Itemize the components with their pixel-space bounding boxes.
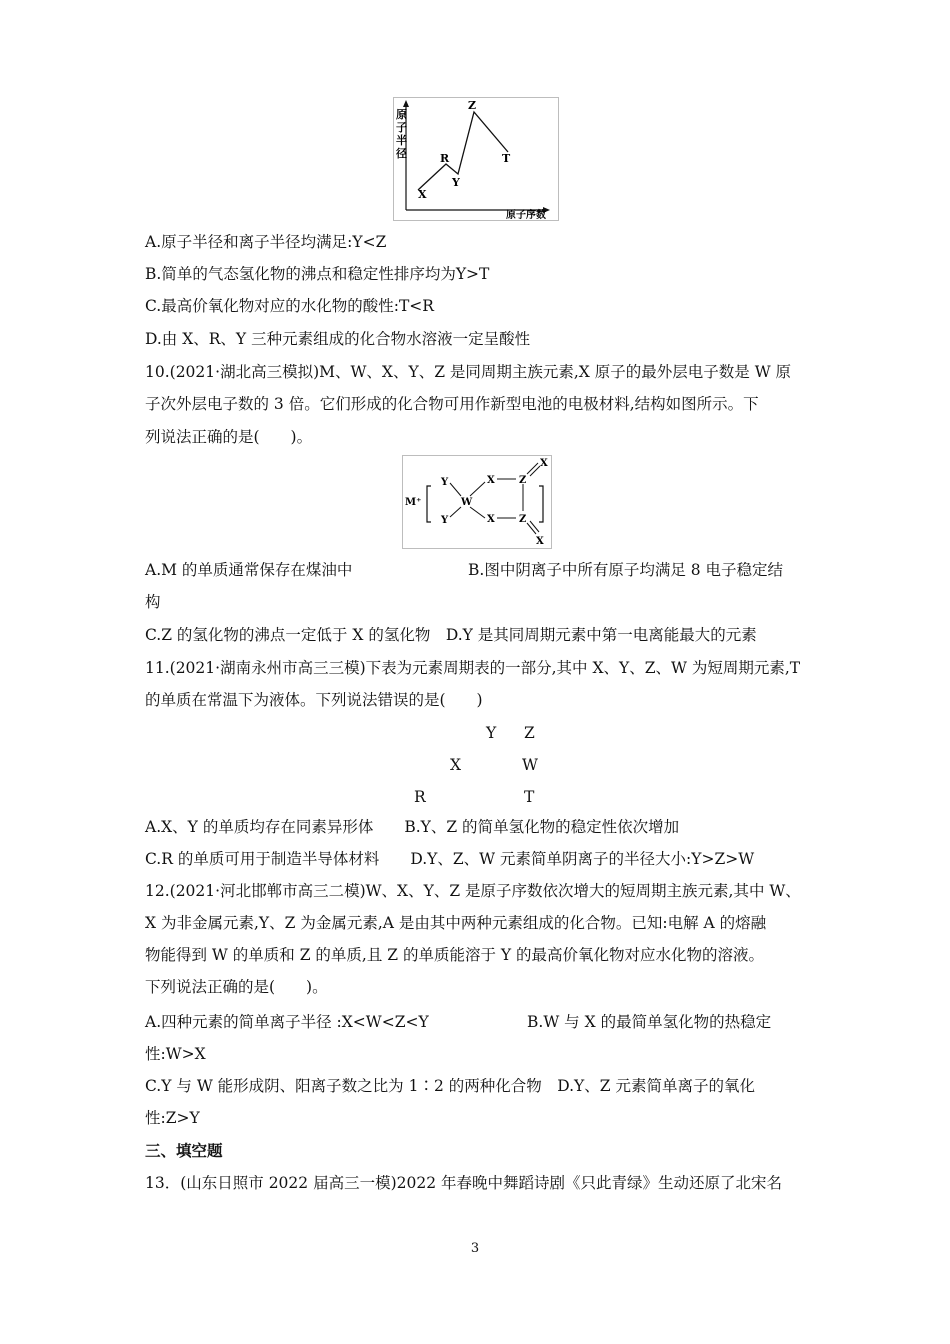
- atom-x-double-top: X: [540, 458, 548, 469]
- table-cell-z: Z: [524, 724, 535, 742]
- q12-option-cd: C.Y 与 W 能形成阴、阳离子数之比为 1∶2 的两种化合物 D.Y、Z 元素简单离子的氧化: [145, 1077, 755, 1095]
- q11-stem-line: 11.(2021·湖南永州市高三三模)下表为元素周期表的一部分,其中 X、Y、Z、W 为短周期元素,T: [145, 659, 801, 677]
- atomic-radius-svg: [394, 98, 558, 220]
- q12-option-d-cont: 性:Z>Y: [145, 1109, 200, 1127]
- ylabel-char: 半: [396, 134, 407, 147]
- anion-structure-figure: [402, 455, 552, 549]
- table-cell-w: W: [522, 756, 538, 774]
- atom-x-top: X: [487, 475, 495, 486]
- q10-stem-line: 子次外层电子数的 3 倍。它们形成的化合物可用作新型电池的电极材料,结构如图所示。下: [145, 395, 759, 413]
- ylabel-char: 径: [396, 147, 407, 160]
- q12-option-a: A.四种元素的简单离子半径 :X<W<Z<Y: [145, 1013, 429, 1031]
- radius-line: [418, 112, 508, 190]
- q11-stem-line: 的单质在常温下为液体。下列说法错误的是( ): [145, 691, 483, 709]
- atom-x-bottom: X: [487, 514, 495, 525]
- atom-w: W: [461, 497, 473, 508]
- atomic-radius-figure: [393, 97, 559, 221]
- table-cell-x: X: [450, 756, 462, 774]
- ylabel-char: 子: [396, 121, 407, 134]
- q10-option-b: B.图中阴离子中所有原子均满足 8 电子稳定结: [468, 561, 784, 579]
- q11-option-cd: C.R 的单质可用于制造半导体材料 D.Y、Z、W 元素简单阴离子的半径大小:Y>Z>W: [145, 850, 755, 868]
- q9-option-b: B.简单的气态氢化物的沸点和稳定性排序均为Y>T: [145, 265, 490, 283]
- table-cell-r: R: [414, 788, 426, 806]
- point-label-r: R: [440, 152, 450, 165]
- section-heading: 三、填空题: [145, 1141, 223, 1160]
- point-label-z: Z: [468, 99, 477, 112]
- right-bracket: [539, 486, 543, 522]
- q12-stem-line: X 为非金属元素,Y、Z 为金属元素,A 是由其中两种元素组成的化合物。已知:电解 A 的熔融: [145, 914, 767, 932]
- point-label-y: Y: [452, 176, 460, 189]
- y-axis-arrow: [403, 100, 409, 107]
- left-bracket: [427, 486, 431, 522]
- q11-option-ab: A.X、Y 的单质均存在同素异形体 B.Y、Z 的简单氢化物的稳定性依次增加: [145, 818, 680, 836]
- xlabel: 原子序数: [506, 210, 546, 220]
- q10-stem-line: 列说法正确的是( )。: [145, 428, 313, 446]
- q12-option-b: B.W 与 X 的最简单氢化物的热稳定: [527, 1013, 772, 1031]
- point-label-x: X: [418, 188, 427, 201]
- q10-option-b-cont: 构: [145, 593, 161, 611]
- atom-y-top: Y: [441, 477, 449, 488]
- q9-option-c: C.最高价氧化物对应的水化物的酸性:T<R: [145, 297, 434, 315]
- table-cell-y: Y: [486, 724, 497, 742]
- q9-option-a: A.原子半径和离子半径均满足:Y<Z: [145, 233, 387, 251]
- atom-z-bottom: Z: [519, 514, 527, 525]
- q13-stem-line: 13．(山东日照市 2022 届高三一模)2022 年春晚中舞蹈诗剧《只此青绿》生动还原了北宋名: [145, 1174, 782, 1192]
- q12-stem-line: 下列说法正确的是( )。: [145, 978, 328, 996]
- atom-x-double-bottom: X: [536, 536, 544, 547]
- anion-structure-svg: [403, 456, 551, 548]
- page-number: 3: [470, 1241, 480, 1256]
- atom-z-top: Z: [519, 475, 527, 486]
- table-cell-t: T: [524, 788, 535, 806]
- q12-stem-line: 12.(2021·河北邯郸市高三二模)W、X、Y、Z 是原子序数依次增大的短周期主族元素,其中 W、: [145, 882, 801, 900]
- q10-stem-line: 10.(2021·湖北高三模拟)M、W、X、Y、Z 是同周期主族元素,X 原子的最外层电子数是 W 原: [145, 363, 792, 381]
- q12-stem-line: 物能得到 W 的单质和 Z 的单质,且 Z 的单质能溶于 Y 的最高价氧化物对应水化物的溶液。: [145, 946, 765, 964]
- q12-option-b-cont: 性:W>X: [145, 1045, 206, 1063]
- q10-option-cd: C.Z 的氢化物的沸点一定低于 X 的氢化物 D.Y 是其同周期元素中第一电离能最大的元素: [145, 626, 757, 644]
- q9-option-d: D.由 X、R、Y 三种元素组成的化合物水溶液一定呈酸性: [145, 330, 531, 348]
- point-label-t: T: [502, 152, 511, 165]
- atom-y-bottom: Y: [441, 515, 449, 526]
- ylabel-char: 原: [396, 108, 407, 121]
- q10-option-a: A.M 的单质通常保存在煤油中: [145, 561, 353, 579]
- cation-label: M⁺: [405, 497, 422, 508]
